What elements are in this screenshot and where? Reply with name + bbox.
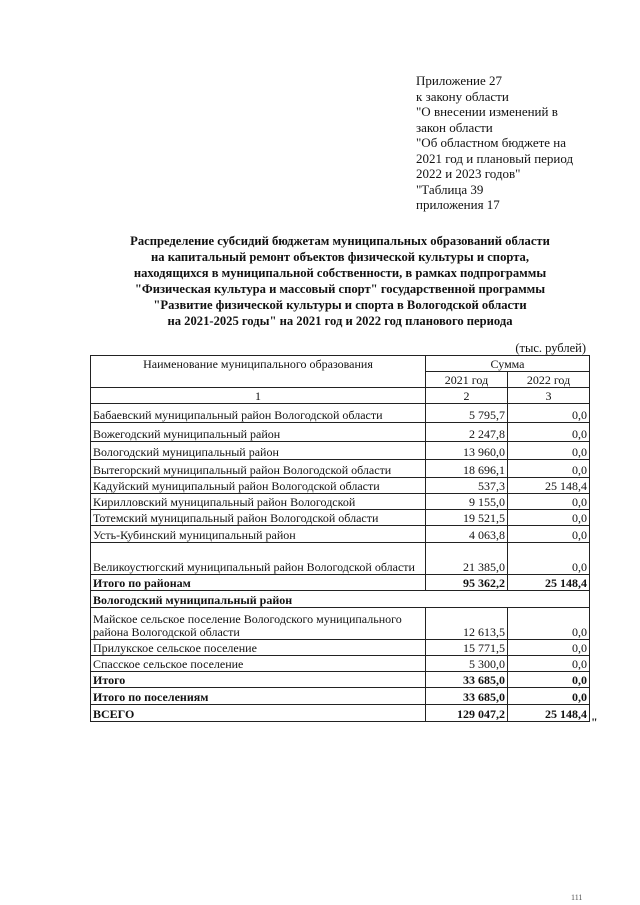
table-row <box>91 460 590 478</box>
table-row <box>91 526 590 543</box>
appendix-header <box>416 73 606 213</box>
appendix-line: закон области <box>416 119 493 135</box>
appendix-line: к закону области <box>416 88 509 104</box>
row-name: Спасское сельское поселение <box>91 656 426 672</box>
row-name: Итого <box>91 672 426 688</box>
row-name: Итого по поселениям <box>91 688 426 705</box>
column-number: 3 <box>508 388 590 404</box>
column-number: 2 <box>426 388 508 404</box>
row-name: ВСЕГО <box>91 705 426 722</box>
row-value-2021: 5 300,0 <box>426 656 508 672</box>
row-value-2022: 0,0 <box>508 688 590 705</box>
header-sum: Сумма <box>426 356 590 372</box>
row-name: Вытегорский муниципальный район Вологодской области <box>91 460 426 478</box>
row-value-2022: 0,0 <box>508 640 590 656</box>
row-value-2022: 25 148,4 <box>508 478 590 494</box>
row-value-2021: 21 385,0 <box>426 543 508 575</box>
row-value-2022: 0,0 <box>508 442 590 460</box>
row-name: Вологодский муниципальный район <box>91 442 426 460</box>
page-number: 111 <box>571 893 583 902</box>
appendix-line: "Об областном бюджете на <box>416 135 567 150</box>
row-value-2021: 2 247,8 <box>426 423 508 442</box>
subtotal-row <box>91 672 590 688</box>
appendix-line: "О внесении изменений в <box>416 104 558 119</box>
table-row <box>91 640 590 656</box>
row-value-2021: 33 685,0 <box>426 672 508 688</box>
appendix-line: Приложение 27 <box>416 73 503 88</box>
row-value-2022: 0,0 <box>508 460 590 478</box>
row-value-2021: 33 685,0 <box>426 688 508 705</box>
appendix-line: приложения 17 <box>416 197 500 212</box>
row-value-2021: 19 521,5 <box>426 510 508 526</box>
row-value-2021: 15 771,5 <box>426 640 508 656</box>
row-value-2022: 0,0 <box>508 404 590 423</box>
header-name: Наименование муниципального образования <box>91 356 426 388</box>
row-value-2022: 25 148,4 <box>508 705 590 722</box>
appendix-line: 2022 и 2023 годов" <box>416 166 521 181</box>
row-name: Усть-Кубинский муниципальный район <box>91 526 426 543</box>
row-name: Кирилловский муниципальный район Вологодской <box>91 494 426 510</box>
row-name: Кадуйский муниципальный район Вологодской области <box>91 478 426 494</box>
row-value-2021: 537,3 <box>426 478 508 494</box>
row-value-2022: 0,0 <box>508 526 590 543</box>
row-name: Великоустюгский муниципальный район Вологодской области <box>91 543 426 575</box>
row-value-2021: 129 047,2 <box>426 705 508 722</box>
row-value-2021: 95 362,2 <box>426 575 508 591</box>
row-value-2021: 18 696,1 <box>426 460 508 478</box>
closing-quote: " <box>591 715 598 729</box>
units-label: (тыс. рублей) <box>515 341 586 355</box>
title-line: на капитальный ремонт объектов физической культуры и спорта, <box>151 250 529 264</box>
row-value-2021: 13 960,0 <box>426 442 508 460</box>
row-value-2022: 0,0 <box>508 656 590 672</box>
section-name: Вологодский муниципальный район <box>91 591 590 608</box>
table-row <box>91 510 590 526</box>
document-title <box>90 233 590 329</box>
row-value-2022: 0,0 <box>508 543 590 575</box>
row-name: Прилукское сельское поселение <box>91 640 426 656</box>
header-2022: 2022 год <box>508 372 590 388</box>
title-line: Распределение субсидий бюджетам муниципальных образований области <box>130 234 550 248</box>
row-value-2022: 0,0 <box>508 672 590 688</box>
row-value-2021: 4 063,8 <box>426 526 508 543</box>
table-row <box>91 478 590 494</box>
title-line: на 2021-2025 годы" на 2021 год и 2022 год планового периода <box>167 314 513 328</box>
table-row <box>91 656 590 672</box>
row-value-2021: 9 155,0 <box>426 494 508 510</box>
title-line: "Физическая культура и массовый спорт" государственной программы <box>134 282 546 296</box>
title-line: "Развитие физической культуры и спорта в Вологодской области <box>153 298 527 312</box>
table-row <box>91 608 590 640</box>
row-value-2021: 12 613,5 <box>426 608 508 640</box>
table-row <box>91 494 590 510</box>
row-name: Вожегодский муниципальный район <box>91 423 426 442</box>
title-line: находящихся в муниципальной собственности, в рамках подпрограммы <box>133 266 547 280</box>
appendix-line: "Таблица 39 <box>416 181 484 197</box>
row-value-2022: 0,0 <box>508 510 590 526</box>
table-row <box>91 442 590 460</box>
row-value-2021: 5 795,7 <box>426 404 508 423</box>
row-value-2022: 0,0 <box>508 423 590 442</box>
row-name: Бабаевский муниципальный район Вологодской области <box>91 404 426 423</box>
column-number: 1 <box>91 388 426 404</box>
total-row <box>91 705 590 722</box>
row-value-2022: 0,0 <box>508 608 590 640</box>
row-name: Тотемский муниципальный район Вологодской области <box>91 510 426 526</box>
section-header-row <box>91 591 590 608</box>
row-value-2022: 25 148,4 <box>508 575 590 591</box>
subsidy-table <box>90 355 590 722</box>
appendix-line: 2021 год и плановый период <box>416 150 574 166</box>
row-value-2022: 0,0 <box>508 494 590 510</box>
header-2021: 2021 год <box>426 372 508 388</box>
table-row <box>91 423 590 442</box>
row-name: Итого по районам <box>91 575 426 591</box>
table-row <box>91 543 590 575</box>
subtotal-row <box>91 688 590 705</box>
row-name: Майское сельское поселение Вологодского муниципального района Вологодской области <box>91 608 426 640</box>
subtotal-row <box>91 575 590 591</box>
table-row <box>91 404 590 423</box>
